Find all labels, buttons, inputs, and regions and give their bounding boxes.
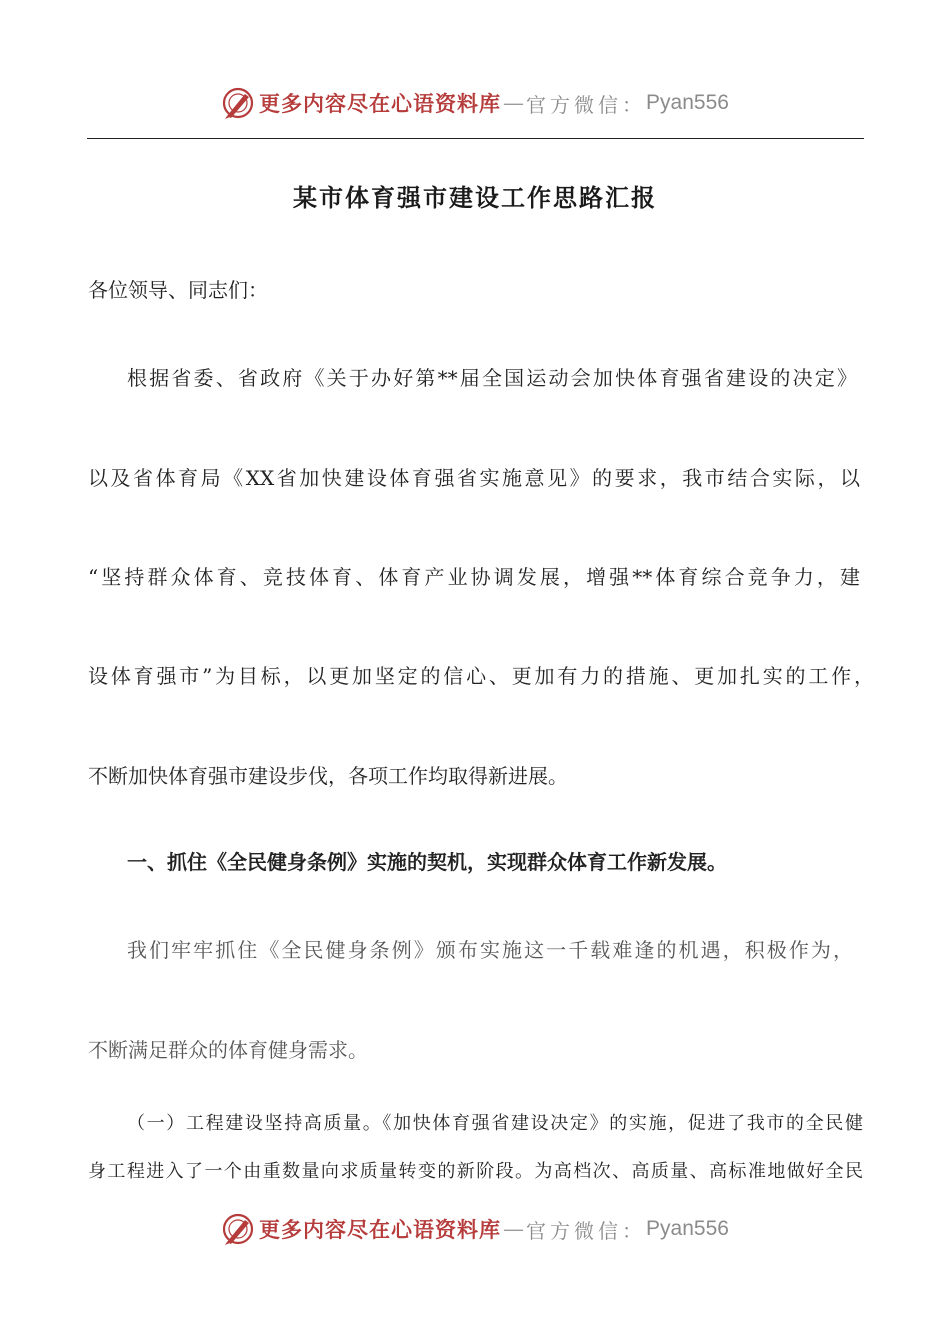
intro-line-2: 以及省体育局《XX省加快建设体育强省实施意见》的要求，我市结合实际，以: [88, 466, 860, 490]
intro-line-1: 根据省委、省政府《关于办好第**届全国运动会加快体育强省建设的决定》: [127, 366, 857, 390]
intro-line-5: 不断加快体育强市建设步伐，各项工作均取得新进展。: [88, 764, 568, 788]
header-watermark-banner: [0, 83, 950, 123]
pen-logo-icon: [221, 1212, 255, 1246]
intro-line-4: 设体育强市”为目标，以更加坚定的信心、更加有力的措施、更加扎实的工作，: [88, 664, 874, 688]
watermark-dash: —: [503, 1217, 525, 1241]
salutation: 各位领导、同志们：: [88, 278, 268, 302]
watermark-site-text: 更多内容尽在心语资料库: [259, 1217, 502, 1242]
section-1-line-1: 我们牢牢抓住《全民健身条例》颁布实施这一千载难逢的机遇，积极作为，: [127, 938, 853, 962]
watermark-wechat-label: 官方微信：: [526, 1218, 647, 1243]
document-title: 某市体育强市建设工作思路汇报: [293, 183, 657, 212]
watermark-dash: —: [503, 91, 525, 115]
intro-line-3: “坚持群众体育、竞技体育、体育产业协调发展，增强**体育综合竞争力，建: [88, 565, 860, 589]
watermark-site-text: 更多内容尽在心语资料库: [259, 91, 502, 116]
header-divider: [87, 138, 864, 139]
pen-logo-icon: [221, 86, 255, 120]
watermark-wechat-id: Pyan556: [646, 91, 729, 114]
subsection-1-line-1: （一）工程建设坚持高质量。《加快体育强省建设决定》的实施，促进了我市的全民健: [127, 1113, 863, 1134]
watermark-wechat-label: 官方微信：: [526, 92, 647, 117]
section-1-line-2: 不断满足群众的体育健身需求。: [88, 1038, 368, 1062]
subsection-1-line-2: 身工程进入了一个由重数量向求质量转变的新阶段。为高档次、高质量、高标准地做好全民: [88, 1161, 863, 1182]
section-1-heading: 一、抓住《全民健身条例》实施的契机，实现群众体育工作新发展。: [127, 850, 727, 874]
watermark-wechat-id: Pyan556: [646, 1217, 729, 1240]
footer-watermark-banner: [0, 1209, 950, 1249]
